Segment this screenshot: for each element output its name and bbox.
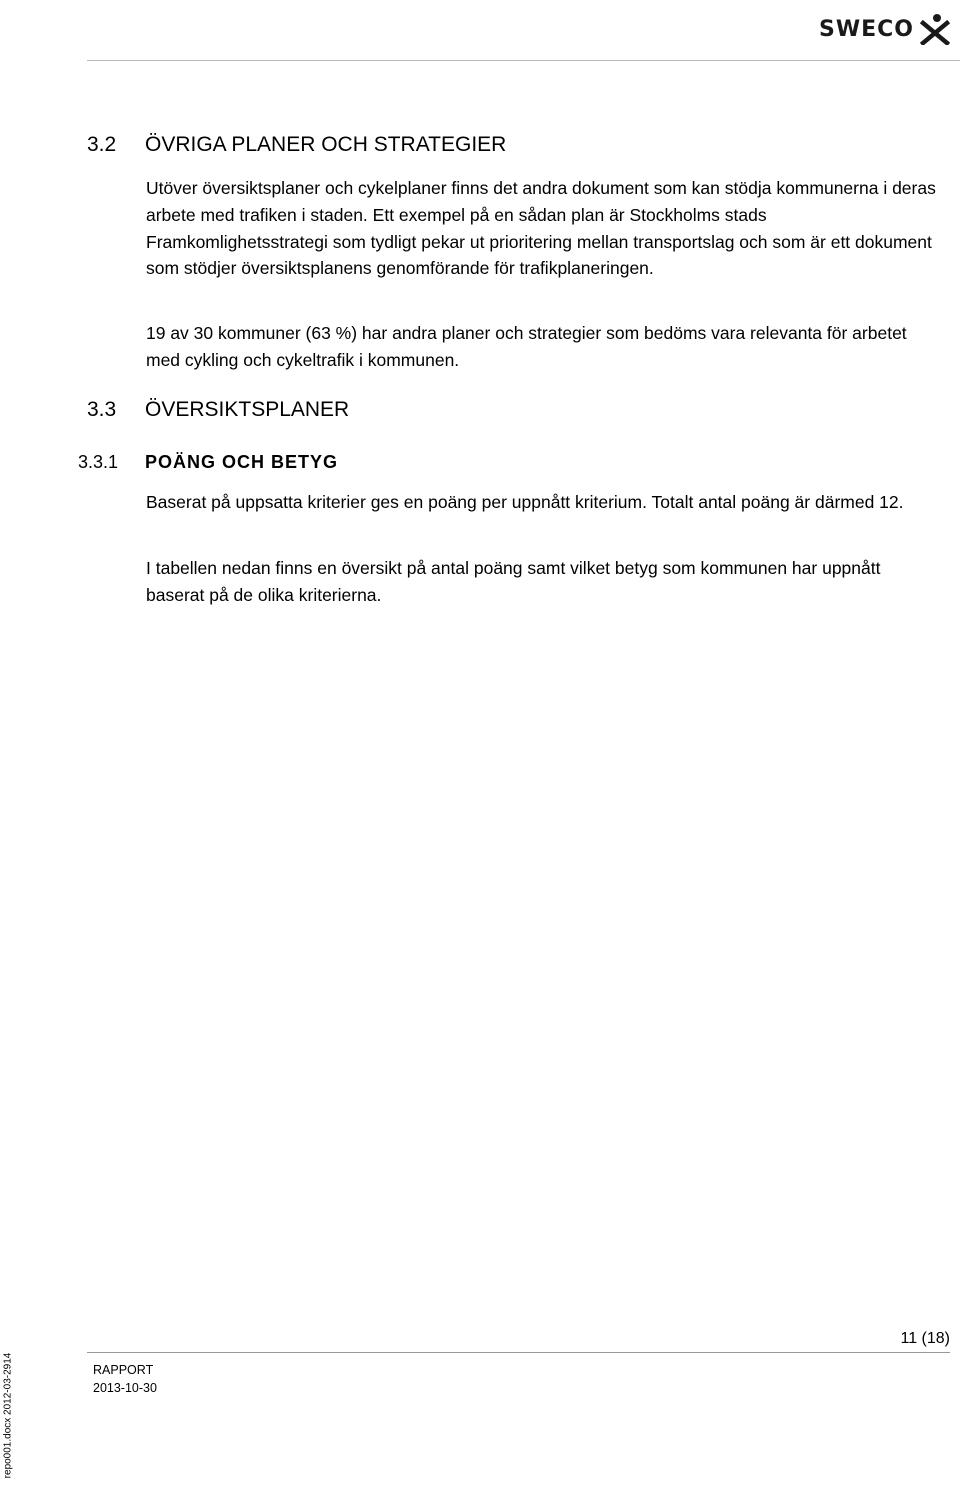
paragraph-3-2-intro: Utöver översiktsplaner och cykelplaner finns det andra dokument som kan stödja kommunerna i deras arbete med trafiken i staden. Ett exempel på en sådan plan är Stockholms stads Framkomlighetsstrategi som tydligt pekar ut prioritering mellan transportslag och som är ett dokument som stödjer översiktsplanens genomförande för trafikplaneringen. [146, 178, 936, 279]
section-heading-3-3-1: 3.3.1 POÄNG OCH BETYG [78, 452, 339, 472]
logo-text: SWECO [819, 16, 914, 42]
sweco-logo [819, 12, 950, 46]
doc-type: RAPPORT [93, 1363, 154, 1377]
footer-meta [93, 1361, 157, 1397]
template-reference: repo001.docx 2012-03-2914 [2, 1352, 14, 1479]
paragraph-3-3-1-points: Baserat på uppsatta kriterier ges en poäng per uppnått kriterium. Totalt antal poäng är därmed 12. [146, 492, 904, 512]
paragraph-3-2-stats: 19 av 30 kommuner (63 %) har andra planer och strategier som bedöms vara relevanta för arbetet med cykling och cykeltrafik i kommunen. [146, 323, 907, 370]
footer-divider [87, 1352, 950, 1353]
section-heading-3-3: 3.3 ÖVERSIKTSPLANER [87, 398, 350, 421]
page-number: 11 (18) [900, 1330, 950, 1347]
section-heading-3-2: 3.2 ÖVRIGA PLANER OCH STRATEGIER [87, 133, 507, 156]
header-divider [87, 60, 960, 61]
paragraph-3-3-1-table-intro: I tabellen nedan finns en översikt på antal poäng samt vilket betyg som kommunen har uppnått baserat på de olika kriterierna. [146, 558, 881, 605]
doc-date: 2013-10-30 [93, 1381, 157, 1395]
sweco-mark-icon [920, 13, 950, 45]
